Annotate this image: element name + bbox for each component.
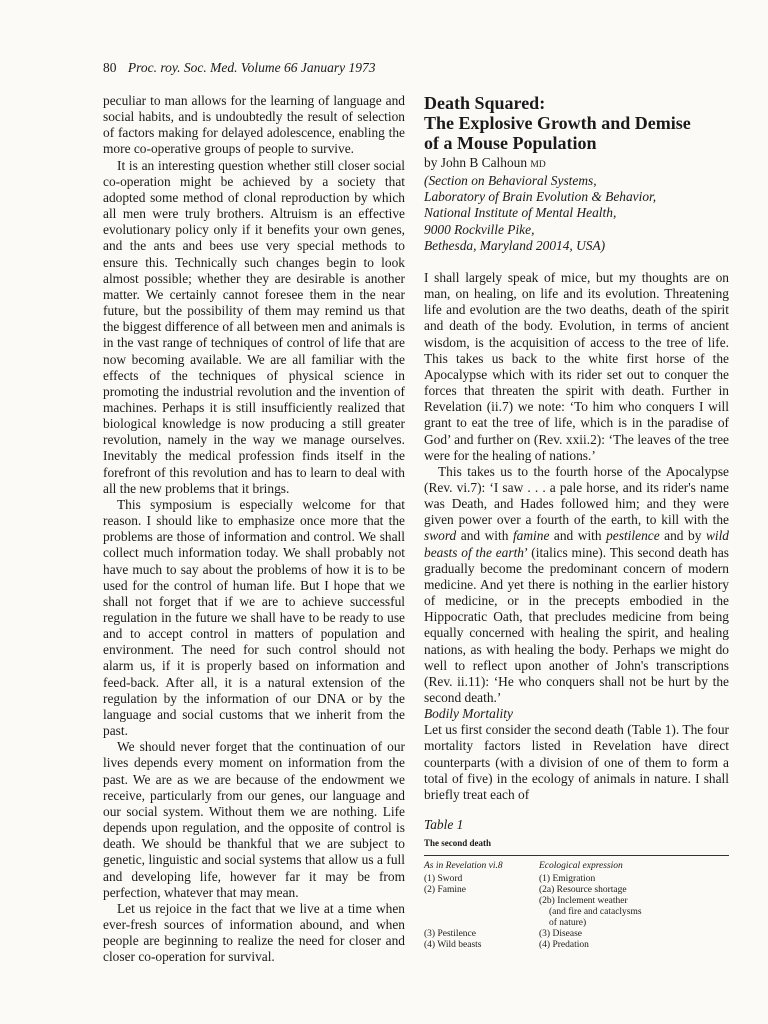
table-cell-line: of nature) (549, 918, 587, 929)
left-paragraph-4: We should never forget that the continuation of our lives depends every moment on information from the past. We are as we are because of the endowment we receive, particularly from our genes, our language and our social system. Without them we are nothing. Life depends upon regulation, and the opposite of control is death. We should be thankful that we are subject to genetic, linguistic and social systems that allow us a full and developing life, however far it may be from perfection, whatever that may mean. (103, 739, 405, 900)
table-cell: (4) Wild beasts (424, 940, 482, 951)
table-cell: (3) Pestilence (424, 929, 476, 940)
table-cell-line: (and fire and cataclysms (549, 907, 642, 918)
journal-citation: Proc. roy. Soc. Med. Volume 66 January 1973 (127, 60, 376, 75)
table-cell (539, 896, 729, 929)
right-column (424, 93, 729, 951)
left-paragraph-2: It is an interesting question whether still closer social co-operation might be achieved by a society that adopted some method of clonal reproduction by which all men were truly brothers. Altruism is an effective evolutionary policy only if it benefits your own genes, and the ants and bees use very special methods to ensure this. Technically such changes begin to look almost possible; whether they are desirable is another matter. We certainly cannot foresee them in the near future, but the possibility of them may remind us that the biggest difference of all between men and animals is in the vast range of techniques of control of life that are now becoming available. We are all familiar with the effects of the techniques of physical science in promoting the industrial revolution and the invention of machines. Perhaps it is still insufficiently realized that biological knowledge is now producing a still greater revolution, namely in the way we manage ourselves. Inevitably the medical profession finds itself in the forefront of this revolution and has to learn to deal with all the new problems that it brings. (103, 157, 405, 496)
title-line-2: The Explosive Growth and Demise (424, 113, 691, 133)
table-row (424, 885, 729, 896)
article-title (424, 93, 729, 153)
running-header (103, 60, 375, 76)
table-cell-empty (424, 896, 539, 929)
title-line-3: of a Mouse Population (424, 133, 597, 153)
table-col1-header: As in Revelation vi.8 (424, 861, 503, 872)
table-row (424, 874, 729, 885)
table-cell: (4) Predation (539, 940, 589, 951)
table-caption: Table 1 (424, 817, 464, 833)
affiliation-line-3: National Institute of Mental Health, (424, 205, 617, 221)
p2-pestilence: pestilence (606, 528, 660, 544)
table-row (424, 940, 729, 951)
table-header-row (424, 856, 729, 875)
table-col2-header: Ecological expression (539, 861, 623, 872)
author-degree: MD (530, 160, 546, 170)
affiliation-line-2: Laboratory of Brain Evolution & Behavior, (424, 189, 657, 205)
author-name: by John B Calhoun (424, 155, 528, 170)
left-paragraph-1: peculiar to man allows for the learning of language and social habits, and is undoubtedly the result of selection of factors making for delayed adolescence, enabling the more co-operative groups of people to survive. (103, 93, 405, 157)
table-row (424, 896, 729, 929)
table-cell-line: (2b) Inclement weather (539, 896, 628, 907)
title-line-1: Death Squared: (424, 93, 546, 113)
p2-text-b: and with (456, 528, 513, 544)
p2-famine: famine (512, 528, 550, 544)
table-row (424, 929, 729, 940)
table-cell: (2a) Resource shortage (539, 885, 627, 896)
p2-wild-beasts: wild beasts of the earth (424, 528, 730, 560)
affiliation (424, 173, 729, 254)
p2-text-e: ’ (italics mine). This second death has gradually become the predominant concern of modern medicine. And yet there is nothing in the earlier history of medicine, or in the precepts embodied in the Hippocratic Oath, that precludes medicine from being equally concerned with healing the spirit, and healing nations, as with healing the body. Perhaps we might do well to reflect upon another of John's transcriptions (Rev. ii.11): ‘He who conquers shall not be hurt by the second death.’ (424, 544, 729, 705)
right-paragraph-1: I shall largely speak of mice, but my thoughts are on man, on healing, on life and its evolution. Threatening life and evolution are the two deaths, death of the spirit and death of the body. Evolution, in terms of ancient wisdom, is the acquisition of access to the tree of life. This takes us back to the white first horse of the Apocalypse which with its rider set out to conquer the forces that threaten the spirit with death. Further in Revelation (ii.7) we note: ‘To him who conquers I will grant to eat the tree of life, which is in the paradise of God’ and further on (Rev. xxii.2): ‘The leaves of the tree were for the healing of nations.’ (424, 269, 729, 463)
table-subtitle: The second death (424, 838, 492, 849)
mortality-table (424, 855, 729, 951)
section-heading: Bodily Mortality (424, 706, 513, 722)
right-paragraph-3: Let us first consider the second death (Table 1). The four mortality factors listed in Revelation have direct counterparts (with a division of one of them to form a total of five) in the ecology of animals in nature. I shall briefly treat each of (424, 722, 729, 802)
page-number: 80 (103, 60, 117, 75)
left-paragraph-5: Let us rejoice in the fact that we live at a time when ever-fresh sources of information abound, and when people are beginning to realize the need for closer and closer co-operation for survival. (103, 900, 405, 965)
affiliation-line-5: Bethesda, Maryland 20014, USA) (424, 237, 606, 253)
p2-sword: sword (424, 528, 457, 544)
table-cell: (3) Disease (539, 929, 582, 940)
p2-text-d: and by (659, 528, 706, 544)
left-column (103, 93, 405, 965)
right-paragraph-2 (424, 464, 729, 706)
affiliation-line-4: 9000 Rockville Pike, (424, 221, 535, 237)
p2-text-c: and with (549, 528, 607, 544)
affiliation-line-1: (Section on Behavioral Systems, (424, 173, 597, 189)
left-paragraph-3: This symposium is especially welcome for that reason. I should like to emphasize once more that the problems are those of information and control. We shall collect much information today. We shall probably not have much to say about the problems of how it is to be used for the control of human life. But I hope that we shall not forget that if we are to achieve successful regulation in the future we shall have to be ready to use and to accept control in matters of population and environment. The need for such control should not alarm us, if it is properly based on information and feed-back. After all, it is a natural extension of the regulation by the information of our DNA or by the language and social customs that we inherit from the past. (103, 496, 405, 739)
table-cell: (2) Famine (424, 885, 466, 896)
p2-text-a: This takes us to the fourth horse of the Apocalypse (Rev. vi.7): ‘I saw . . . a pale horse, and its rider's name was Death, and Hades followed him; and they were given power over a fourth of the earth, to kill with the (424, 463, 729, 528)
table-cell: (1) Sword (424, 874, 463, 885)
byline (424, 155, 729, 173)
table-cell: (1) Emigration (539, 874, 596, 885)
